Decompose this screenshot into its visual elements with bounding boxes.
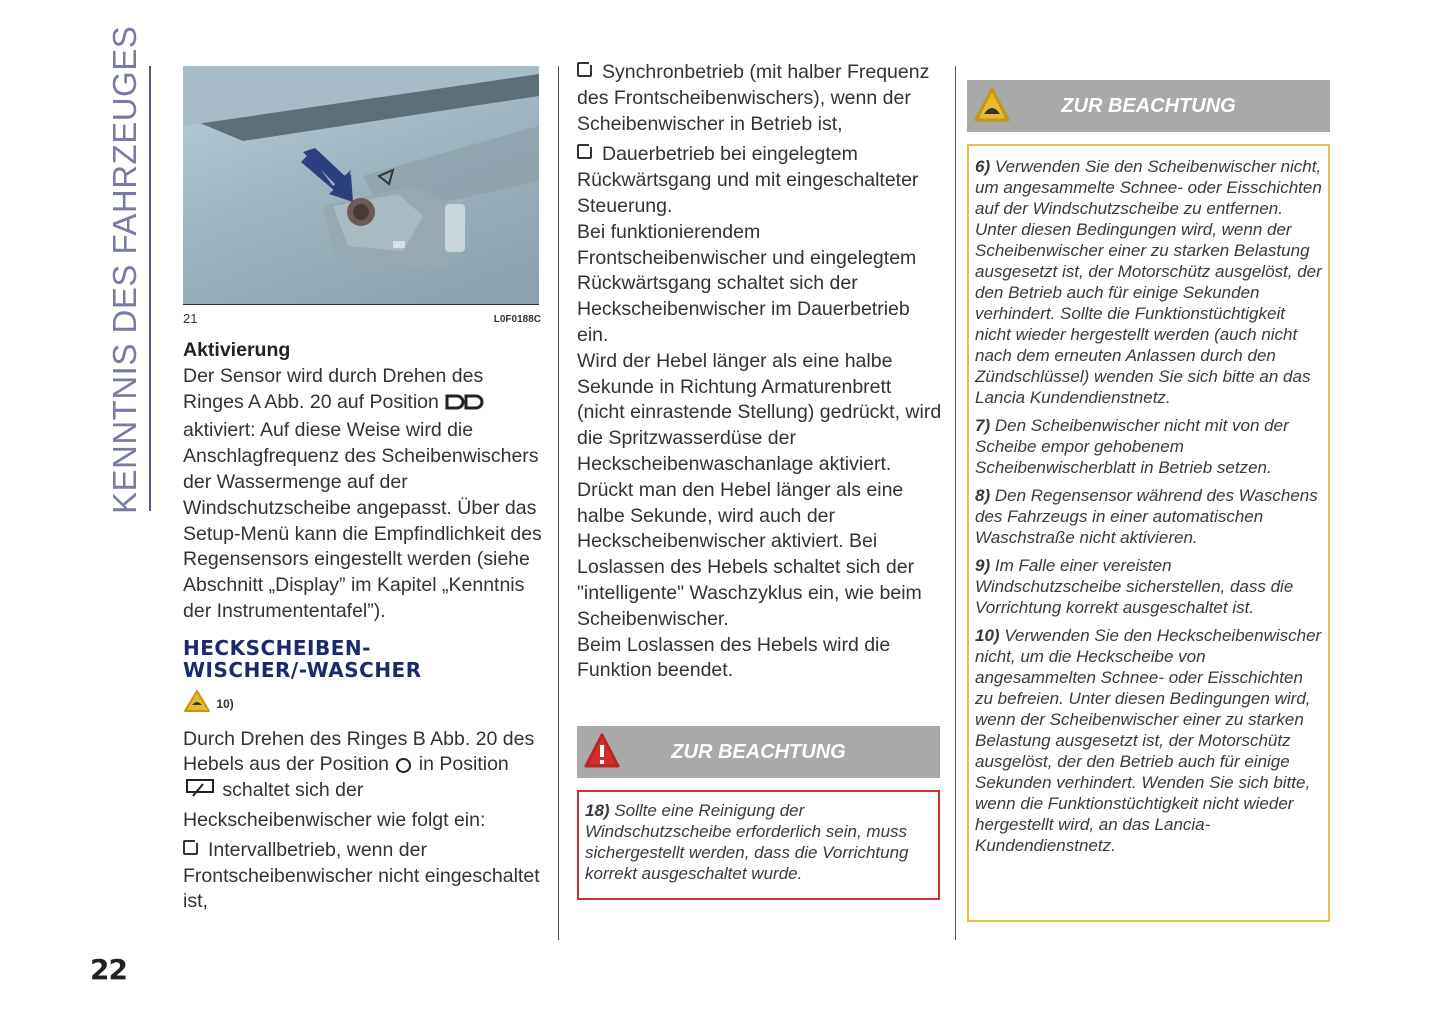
paragraph-activation: Der Sensor wird durch Drehen des Ringes A Abb. 20 auf Position aktiviert: Auf diese Weise wird die Anschlagfrequenz des Scheibenwischers der Wassermenge auf der Windschutzscheibe angepasst. Über das Setup-Menü kann die Empfindlichkeit des Regensensors eingestellt werden (siehe Abschnitt „Display” im Kapitel „Kenntnis der Instrumententafel”).	[183, 364, 542, 622]
checkbox-bullet-icon	[577, 62, 592, 77]
warning-header-yellow: ZUR BEACHTUNG	[967, 80, 1330, 132]
rear-wiper-icon	[185, 778, 215, 808]
column-3	[967, 80, 1330, 922]
section-title-rear-wiper: HECKSCHEIBEN- WISCHER/-WASCHER	[183, 635, 422, 682]
chapter-title: KENNTNIS DES FAHRZEUGES	[106, 25, 143, 514]
column-2	[577, 60, 942, 900]
note-item: 10) Verwenden Sie den Heckscheibenwischer nicht, um die Heckscheibe von angesammelten Schnee- oder Eisschichten zu befreien. Unter diesen Bedingungen wird, wenn der Scheibenwischer einer zu starken Belastung ausgesetzt ist, der Motorschütz ausgelöst, der den Betrieb auch für einige Sekunden verhindert. Wenden Sie sich bitte, wenn die Funktionstüchtigkeit nicht wieder hergestellt wird, an das Lancia-Kundendienstnetz.	[975, 626, 1322, 855]
paragraph-release: Beim Loslassen des Hebels wird die Funktion beendet.	[577, 633, 891, 682]
paragraph-rear-wiper: Durch Drehen des Ringes B Abb. 20 des Hebels aus der Position in Position schaltet sich der Heckscheibenwischer wie folgt ein:	[183, 727, 535, 831]
list-item: Synchronbetrieb (mit halber Frequenz des Frontscheibenwischers), wenn der Scheibenwischer in Betrieb ist,	[577, 61, 930, 135]
note-item: 9) Im Falle einer vereisten Windschutzscheibe sicherstellen, dass die Vorrichtung korrekt ausgeschaltet ist.	[975, 556, 1294, 617]
warning-triangle-icon	[183, 689, 211, 721]
column-divider	[955, 66, 956, 940]
column-divider	[558, 66, 559, 940]
figure-code: L0F0188C	[493, 314, 541, 325]
note-item: 6) Verwenden Sie den Scheibenwischer nicht, um angesammelte Schnee- oder Eisschichten auf der Windschutzscheibe zu entfernen. Unter diesen Bedingungen wird, wenn der Scheibenwischer einer zu starken Belastung ausgesetzt ist, der Motorschütz ausgelöst, der den Betrieb auch für einige Sekunden verhindert. Sollte die Funktionstüchtigkeit nicht wieder hergestellt werden (auch nicht nach dem erneuten Anlassen durch den Zündschlüssel) wenden Sie sich bitte an das Lancia Kundendienstnetz.	[975, 157, 1322, 407]
chapter-rule	[149, 66, 151, 511]
warning-reference: 10)	[183, 689, 543, 721]
list-item: Intervallbetrieb, wenn der Frontscheibenwischer nicht eingeschaltet ist,	[183, 838, 540, 913]
note-item: 8) Den Regensensor während des Waschens des Fahrzeugs in einer automatischen Waschstraße nicht aktivieren.	[975, 486, 1318, 547]
page-number: 22	[90, 953, 127, 986]
figure-rain-sensor	[183, 66, 539, 305]
heading-aktivierung: Aktivierung	[183, 339, 291, 361]
auto-position-icon	[444, 393, 484, 419]
warning-box-yellow	[967, 144, 1330, 922]
column-1	[183, 66, 543, 915]
checkbox-bullet-icon	[183, 840, 198, 855]
off-position-icon	[396, 758, 411, 773]
note-item: 7) Den Scheibenwischer nicht mit von der Scheibe empor gehobenem Scheibenwischerblatt in Betrieb setzen.	[975, 416, 1289, 477]
warning-box-red: 18) Sollte eine Reinigung der Windschutzscheibe erforderlich sein, muss sichergestellt werden, dass die Vorrichtung korrekt ausgeschaltet wurde.	[577, 790, 940, 900]
warning-header-red: ZUR BEACHTUNG	[577, 726, 940, 778]
rain-sensor-illustration	[183, 66, 539, 304]
paragraph-washer: Wird der Hebel länger als eine halbe Sekunde in Richtung Armaturenbrett (nicht einrastende Stellung) gedrückt, wird die Spritzwasserdüse der Heckscheibenwaschanlage aktiviert. Drückt man den Hebel länger als eine halbe Sekunde, wird auch der Heckscheibenwischer aktiviert. Bei Loslassen des Hebels schaltet sich der "intelligente" Waschzyklus ein, wie beim Scheibenwischer.	[577, 349, 942, 630]
figure-number: 21	[183, 311, 198, 326]
checkbox-bullet-icon	[577, 144, 592, 159]
list-item: Dauerbetrieb bei eingelegtem Rückwärtsgang und mit eingeschalteter Steuerung.	[577, 143, 919, 217]
paragraph-reverse-gear: Bei funktionierendem Frontscheibenwischer und eingelegtem Rückwärtsgang schaltet sich der Heckscheibenwischer im Dauerbetrieb ein.	[577, 220, 917, 346]
